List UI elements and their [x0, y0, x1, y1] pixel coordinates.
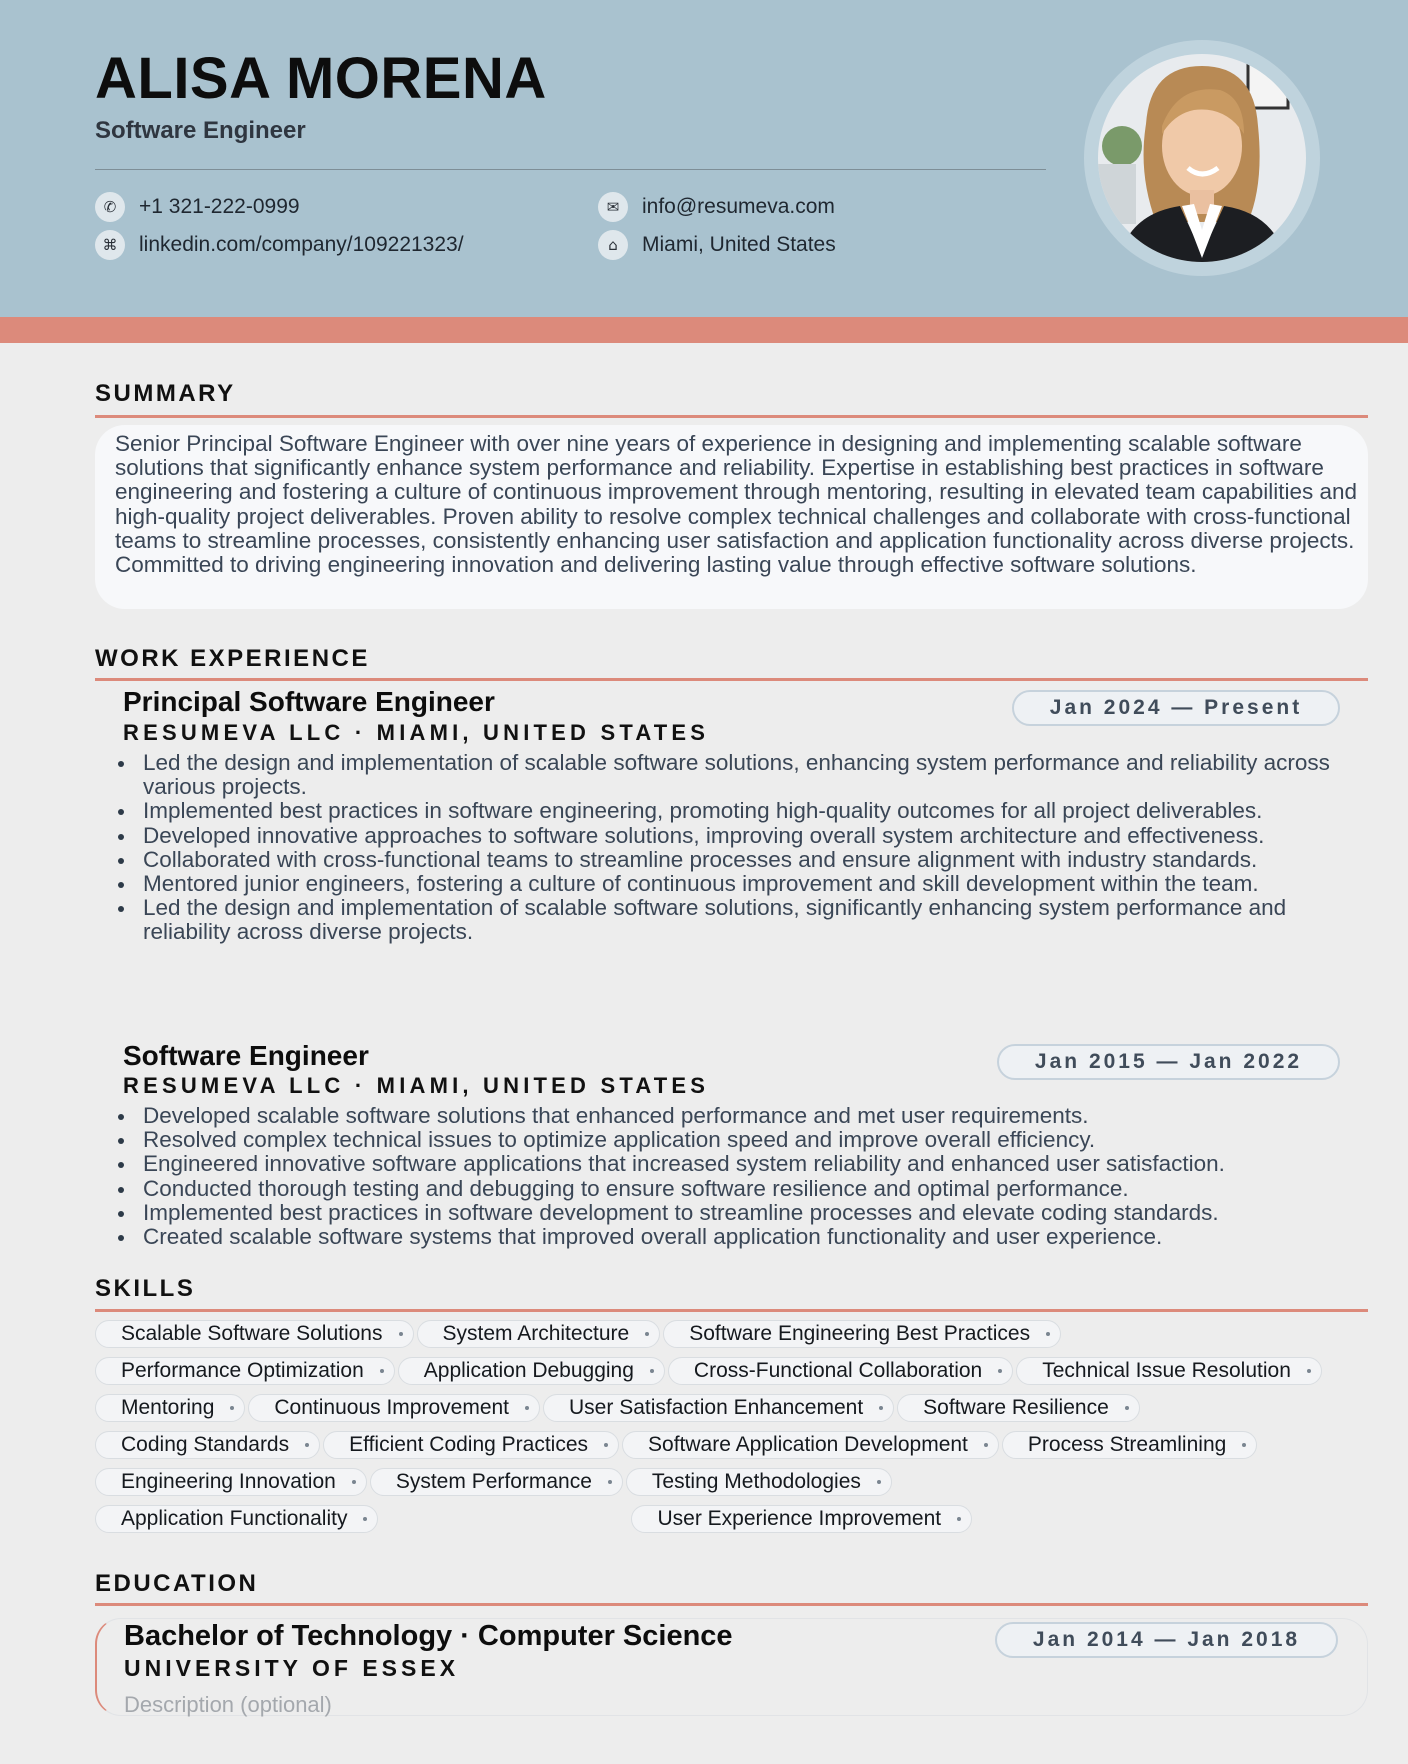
skill-chip: Software Engineering Best Practices: [663, 1320, 1061, 1348]
skill-chip: Application Functionality: [95, 1505, 378, 1533]
skill-chip: Coding Standards: [95, 1431, 320, 1459]
education-heading: EDUCATION: [95, 1570, 259, 1597]
experience-rule: [95, 678, 1368, 681]
home-icon: ⌂: [598, 230, 628, 260]
header-divider: [95, 169, 1046, 170]
phone-text: +1 321-222-0999: [139, 195, 300, 218]
job-bullets: [118, 1104, 1358, 1249]
summary-rule: [95, 415, 1368, 418]
email-link[interactable]: info@resumeva.com: [642, 195, 835, 218]
list-item: Led the design and implementation of scalable software solutions, enhancing system performance and reliability across various projects.: [118, 751, 1358, 799]
job-dates: Jan 2015 — Jan 2022: [997, 1044, 1340, 1080]
list-item: Conducted thorough testing and debugging to ensure software resilience and optimal performance.: [118, 1177, 1358, 1201]
list-item: Implemented best practices in software development to streamline processes and elevate coding standards.: [118, 1201, 1358, 1225]
skill-chip: Software Application Development: [622, 1431, 999, 1459]
skill-chip: Continuous Improvement: [248, 1394, 540, 1422]
skills-heading: SKILLS: [95, 1275, 196, 1302]
skill-chip: Engineering Innovation: [95, 1468, 367, 1496]
job-bullets: [118, 751, 1358, 945]
skills-rule: [95, 1309, 1368, 1312]
list-item: Developed innovative approaches to software solutions, improving overall system architecture and effectiveness.: [118, 824, 1358, 848]
candidate-name: ALISA MORENA: [95, 46, 547, 111]
phone-icon: ✆: [95, 192, 125, 222]
location-text: Miami, United States: [642, 233, 836, 256]
accent-band: [0, 317, 1408, 343]
skill-chip: Application Debugging: [398, 1357, 665, 1385]
skill-chip: Scalable Software Solutions: [95, 1320, 414, 1348]
contact-email[interactable]: [598, 192, 835, 222]
list-item: Implemented best practices in software engineering, promoting high-quality outcomes for all project deliverables.: [118, 799, 1358, 823]
skill-chip: Performance Optimization: [95, 1357, 395, 1385]
job-dates: Jan 2024 — Present: [1012, 690, 1340, 726]
job-company: RESUMEVA LLC · MIAMI, UNITED STATES: [123, 1073, 710, 1098]
skill-chip: Testing Methodologies: [626, 1468, 892, 1496]
skill-chip: Software Resilience: [897, 1394, 1140, 1422]
summary-text: Senior Principal Software Engineer with over nine years of experience in designing and implementing scalable software solutions that significantly enhance system performance and reliability. Expertise in establishing best practices in software engineering and fostering a culture of continuous improvement through mentoring, resulting in elevated team capabilities and high-quality project deliverables. Proven ability to resolve complex technical challenges and collaborate with cross-functional teams to streamline processes, consistently enhancing user satisfaction and application functionality across diverse projects. Committed to driving engineering innovation and delivering lasting value through effective software solutions.: [115, 431, 1358, 578]
skill-chip: User Satisfaction Enhancement: [543, 1394, 894, 1422]
experience-heading: WORK EXPERIENCE: [95, 645, 370, 672]
linkedin-link[interactable]: linkedin.com/company/109221323/: [139, 233, 464, 256]
contact-linkedin[interactable]: [95, 230, 464, 260]
list-item: Resolved complex technical issues to optimize application speed and improve overall efficiency.: [118, 1128, 1358, 1152]
candidate-role: Software Engineer: [95, 117, 306, 144]
list-item: Collaborated with cross-functional teams to streamline processes and ensure alignment with industry standards.: [118, 848, 1358, 872]
job-title: Principal Software Engineer: [123, 686, 495, 717]
link-icon: ⌘: [95, 230, 125, 260]
list-item: Engineered innovative software applications that increased system reliability and enhanced user satisfaction.: [118, 1152, 1358, 1176]
summary-heading: SUMMARY: [95, 380, 236, 407]
list-item: Developed scalable software solutions that enhanced performance and met user requirements.: [118, 1104, 1358, 1128]
list-item: Mentored junior engineers, fostering a culture of continuous improvement and skill development within the team.: [118, 872, 1358, 896]
skill-chip: Mentoring: [95, 1394, 245, 1422]
job-title: Software Engineer: [123, 1040, 369, 1071]
degree-title: Bachelor of Technology · Computer Science: [124, 1620, 733, 1652]
skill-chip: Process Streamlining: [1002, 1431, 1257, 1459]
education-dates: Jan 2014 — Jan 2018: [995, 1622, 1338, 1658]
skill-chip: Efficient Coding Practices: [323, 1431, 619, 1459]
list-item: Created scalable software systems that improved overall application functionality and user experience.: [118, 1225, 1358, 1249]
school-name: UNIVERSITY OF ESSEX: [124, 1655, 460, 1681]
skill-chip: System Performance: [370, 1468, 623, 1496]
skill-chip: User Experience Improvement: [631, 1505, 972, 1533]
mail-icon: ✉: [598, 192, 628, 222]
list-item: Led the design and implementation of scalable software solutions, significantly enhancing system performance and reliability across diverse projects.: [118, 896, 1358, 944]
job-company: RESUMEVA LLC · MIAMI, UNITED STATES: [123, 720, 710, 745]
skills-list: [95, 1320, 1375, 1533]
skill-chip: Technical Issue Resolution: [1016, 1357, 1322, 1385]
skill-chip: Cross-Functional Collaboration: [668, 1357, 1013, 1385]
profile-photo: [1098, 54, 1306, 262]
education-rule: [95, 1603, 1368, 1606]
contact-phone: [95, 192, 300, 222]
education-description-placeholder[interactable]: Description (optional): [124, 1692, 332, 1717]
skill-chip: System Architecture: [417, 1320, 661, 1348]
contact-location: [598, 230, 836, 260]
